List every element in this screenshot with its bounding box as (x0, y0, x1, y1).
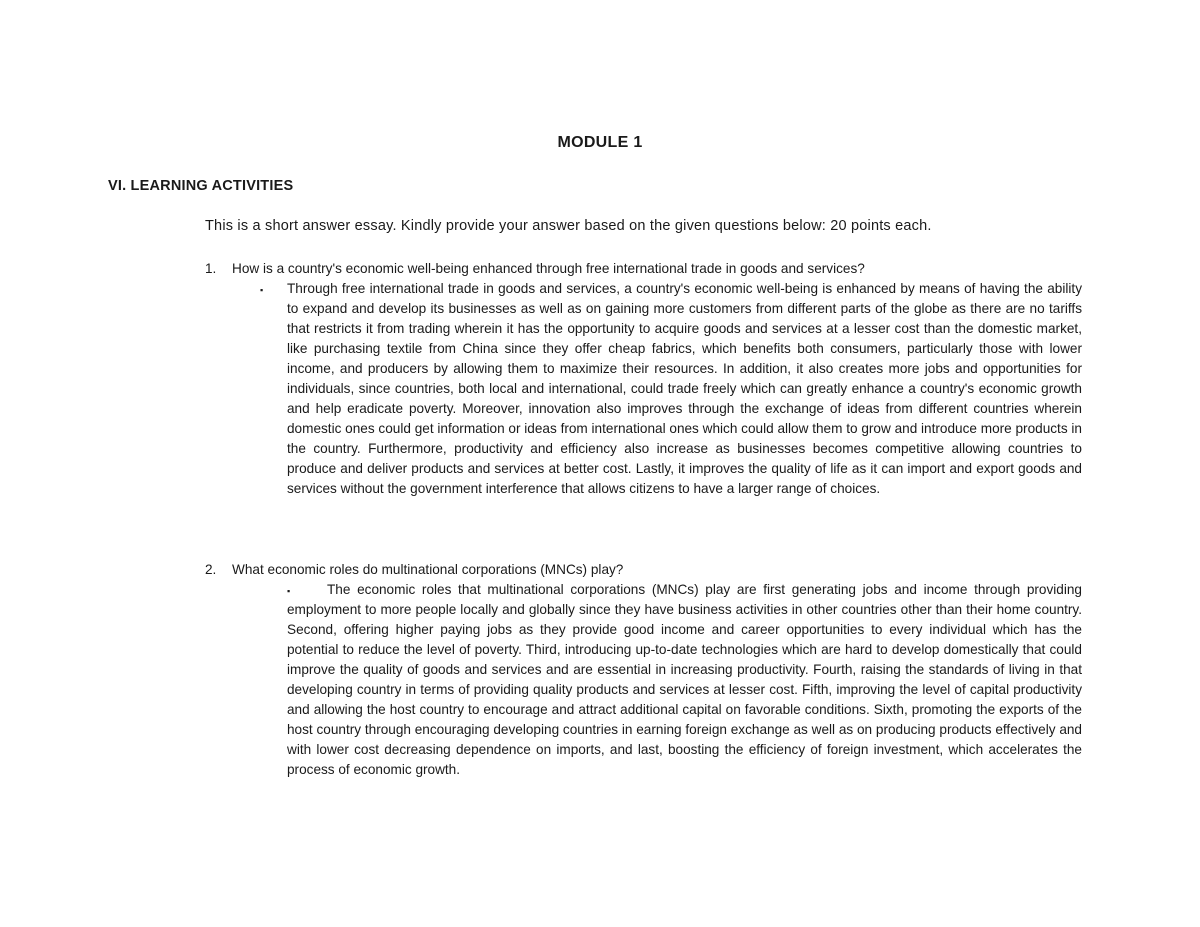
module-title: MODULE 1 (557, 134, 643, 151)
question-1-text: How is a country's economic well-being enhanced through free international trade in goods and services? (232, 261, 865, 276)
answer-1: Through free international trade in goods and services, a country's economic well-being is enhanced by means of having the ability to expand and develop its businesses as well as on gaining more customers from different parts of the globe as there are no tariffs that restricts it from trading wherein it has the opportunity to acquire goods and services at a lesser cost than the domestic market, like purchasing textile from China since they offer cheap fabrics, which benefits both consumers, particularly those with lower income, and producers by allowing them to maximize their resources. In addition, it also creates more jobs and opportunities for individuals, since countries, both local and international, could trade freely which can greatly enhance a country's economic growth and help eradicate poverty. Moreover, innovation also improves through the exchange of ideas from different countries wherein domestic ones could get information or ideas from international ones which could allow them to grow and introduce more products in the country. Furthermore, productivity and efficiency also increase as businesses becomes competitive allowing countries to produce and deliver products and services at better cost. Lastly, it improves the quality of life as it can import and export goods and services without the government interference that allows citizens to have a larger range of choices. (287, 281, 1082, 496)
answer-2 (287, 580, 1082, 780)
question-2-number: 2. (205, 562, 217, 577)
answer-2-text: The economic roles that multinational corporations (MNCs) play are first generating jobs and income through providing employment to more people locally and globally since they have business activities in other countries other than their home country. Second, offering higher paying jobs as they provide good income and career opportunities to every individual which has the potential to reduce the level of poverty. Third, introducing up-to-date technologies which are hard to develop domestically that could improve the quality of goods and services and are essential in increasing productivity. Fourth, raising the standards of living in that developing country in terms of providing quality products and services at lesser cost. Fifth, improving the level of capital productivity and allowing the host country to encourage and attract additional capital on favorable conditions. Sixth, promoting the exports of the host country through encouraging developing countries in earning foreign exchange as well as on producing products effectively and with lower cost decreasing dependence on imports, and last, boosting the efficiency of foreign investment, which accelerates the process of economic growth. (287, 582, 1082, 777)
bullet-icon: ▪ (260, 285, 264, 295)
bullet-icon: ▪ (287, 586, 291, 596)
question-2 (205, 560, 623, 580)
section-title: VI. LEARNING ACTIVITIES (108, 178, 294, 194)
question-2-text: What economic roles do multinational corporations (MNCs) play? (232, 562, 624, 577)
instructions-text: This is a short answer essay. Kindly provide your answer based on the given questions below: 20 points each. (205, 218, 932, 234)
question-1 (205, 259, 865, 279)
question-1-number: 1. (205, 261, 217, 276)
